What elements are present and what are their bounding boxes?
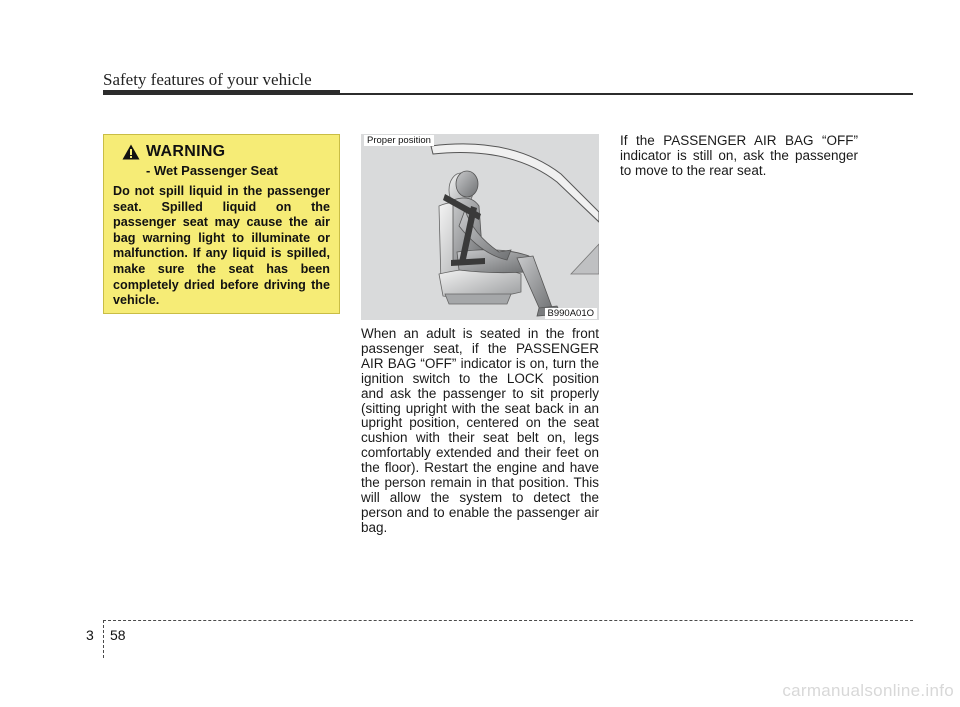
watermark: carmanualsonline.info [782, 681, 954, 700]
warning-header [122, 143, 330, 161]
body-text-column-3: If the PASSENGER AIR BAG “OFF” indicator is still on, ask the passenger to move to the rear seat. [620, 133, 858, 178]
footer-divider [103, 620, 104, 658]
warning-triangle-icon [122, 144, 140, 160]
warning-title: WARNING [146, 143, 226, 160]
body-text-column-2: When an adult is seated in the front passenger seat, if the PASSENGER AIR BAG “OFF” indicator is on, turn the ignition switch to the LOCK position and ask the passenger to sit properly (sitting upright with the seat back in an upright position, centered on the seat cushion with their seat belt on, legs comfortably extended and their feet on the floor). Restart the engine and have the person remain in that position. This will allow the system to detect the person and to enable the passenger air bag. [361, 326, 599, 535]
footer-rule [103, 620, 913, 621]
figure-label: Proper position [364, 135, 434, 146]
header-rule-thick [103, 90, 340, 95]
warning-subtitle: - Wet Passenger Seat [146, 163, 278, 178]
warning-box [103, 134, 340, 314]
chapter-number: 3 [86, 627, 94, 643]
figure-code: B990A01O [545, 308, 597, 319]
header-rule-thin [340, 93, 913, 95]
seated-passenger-illustration [361, 134, 599, 320]
section-title: Safety features of your vehicle [103, 70, 312, 89]
proper-position-figure [361, 134, 599, 320]
warning-text: Do not spill liquid in the passenger seat. Spilled liquid on the passenger seat may cause the air bag warning light to illuminate or malfunction. If any liquid is spilled, make sure the seat has been completely dried before driving the vehicle. [113, 184, 330, 308]
page-number: 58 [110, 627, 126, 643]
